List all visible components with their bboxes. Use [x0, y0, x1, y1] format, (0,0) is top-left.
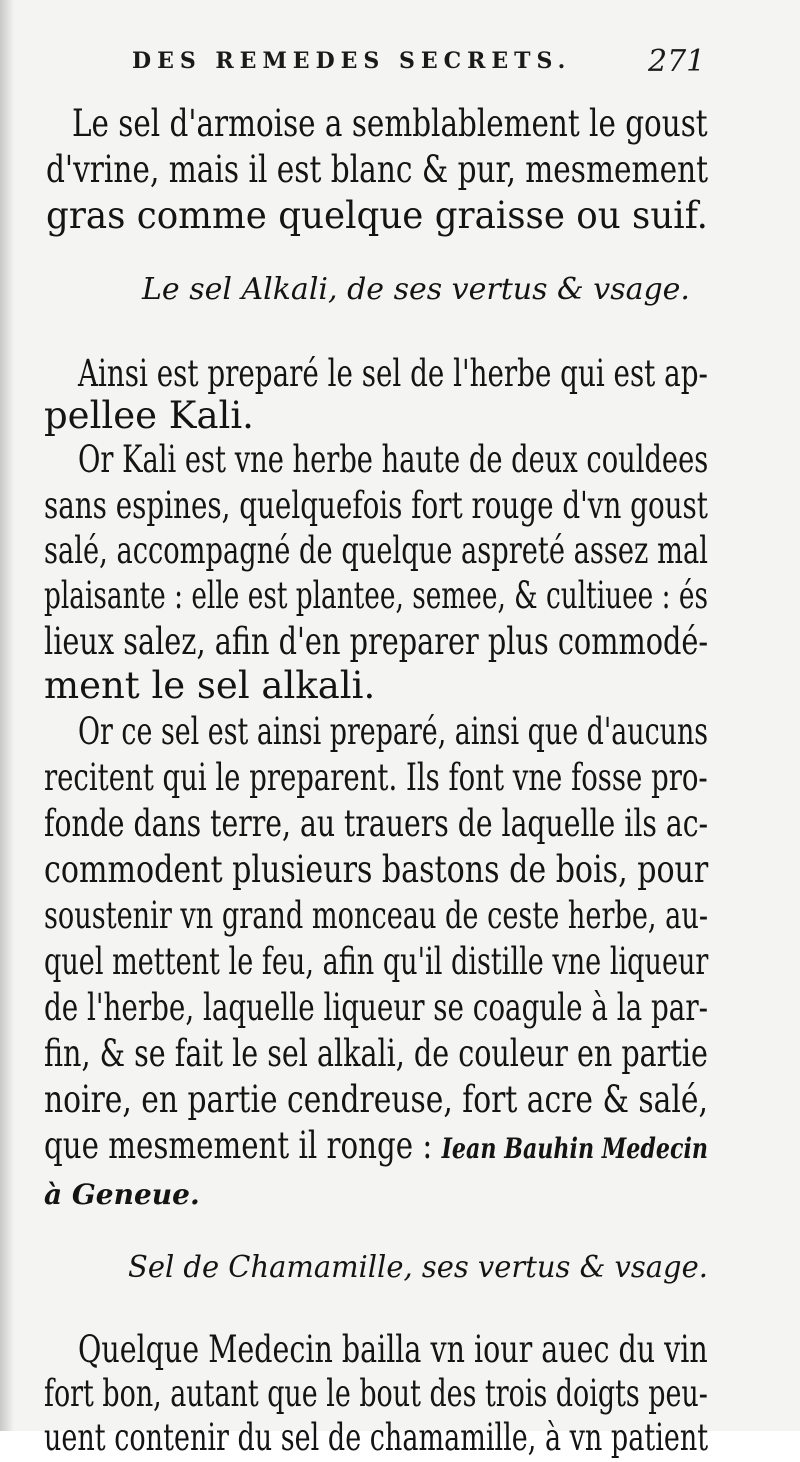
text-line: lieux salez, afin d'en preparer plus commodé- [44, 620, 709, 663]
section-heading: Le sel Alkali, de ses vertus & vsage. [142, 272, 690, 307]
text-line [44, 1122, 708, 1173]
text-line: Or ce sel est ainsi preparé, ainsi que d'aucuns [78, 710, 709, 753]
text-line: soustenir vn grand monceau de ceste herbe, au- [44, 894, 709, 937]
text-line: salé, accompagné de quelque aspreté assez mal [44, 529, 708, 572]
text-line: sans espines, quelquefois fort rouge d'vn goust [44, 484, 708, 527]
text-line [44, 1168, 200, 1219]
text-line: Ainsi est preparé le sel de l'herbe qui est ap- [78, 352, 708, 395]
text-line: quel mettent le feu, afin qu'il distille vne liqueur [44, 940, 709, 983]
text-line: commodent plusieurs bastons de bois, pour [44, 848, 709, 891]
text-line: uent contenir du sel de chamamille, à vn patient [44, 1416, 709, 1459]
text-line: fin, & se fait le sel alkali, de couleur en partie [44, 1032, 708, 1075]
text-line: de l'herbe, laquelle liqueur se coagule à la par- [44, 986, 708, 1029]
attribution-end: à Geneue. [44, 1178, 200, 1211]
text-line: Or Kali est vne herbe haute de deux couldees [78, 438, 709, 481]
page-number: 271 [648, 44, 706, 79]
text-line: Le sel d'armoise a semblablement le goust [72, 102, 708, 145]
text-line: fonde dans terre, au trauers de laquelle ils ac- [44, 802, 709, 845]
text-line: gras comme quelque graisse ou suif. [46, 194, 708, 237]
section-heading: Sel de Chamamille, ses vertus & vsage. [128, 1250, 708, 1285]
text-line: fort bon, autant que le bout des trois doigts peu- [44, 1372, 708, 1415]
text-line: Quelque Medecin bailla vn iour auec du vin [78, 1328, 708, 1371]
attribution-inline: Iean Bauhin Medecin [441, 1132, 709, 1165]
text-line-body: que mesmement il ronge : [44, 1124, 433, 1167]
text-line: pellee Kali. [44, 394, 254, 437]
running-title: DES REMEDES SECRETS. [132, 48, 572, 74]
text-line: noire, en partie cendreuse, fort acre & salé, [44, 1078, 708, 1121]
text-line: d'vrine, mais il est blanc & pur, mesmement [46, 148, 709, 191]
text-line: recitent qui le preparent. Ils font vne fosse pro- [44, 756, 708, 799]
text-line: plaisante : elle est plantee, semee, & cultiuee : és [44, 574, 708, 617]
text-line: ment le sel alkali. [44, 664, 376, 707]
